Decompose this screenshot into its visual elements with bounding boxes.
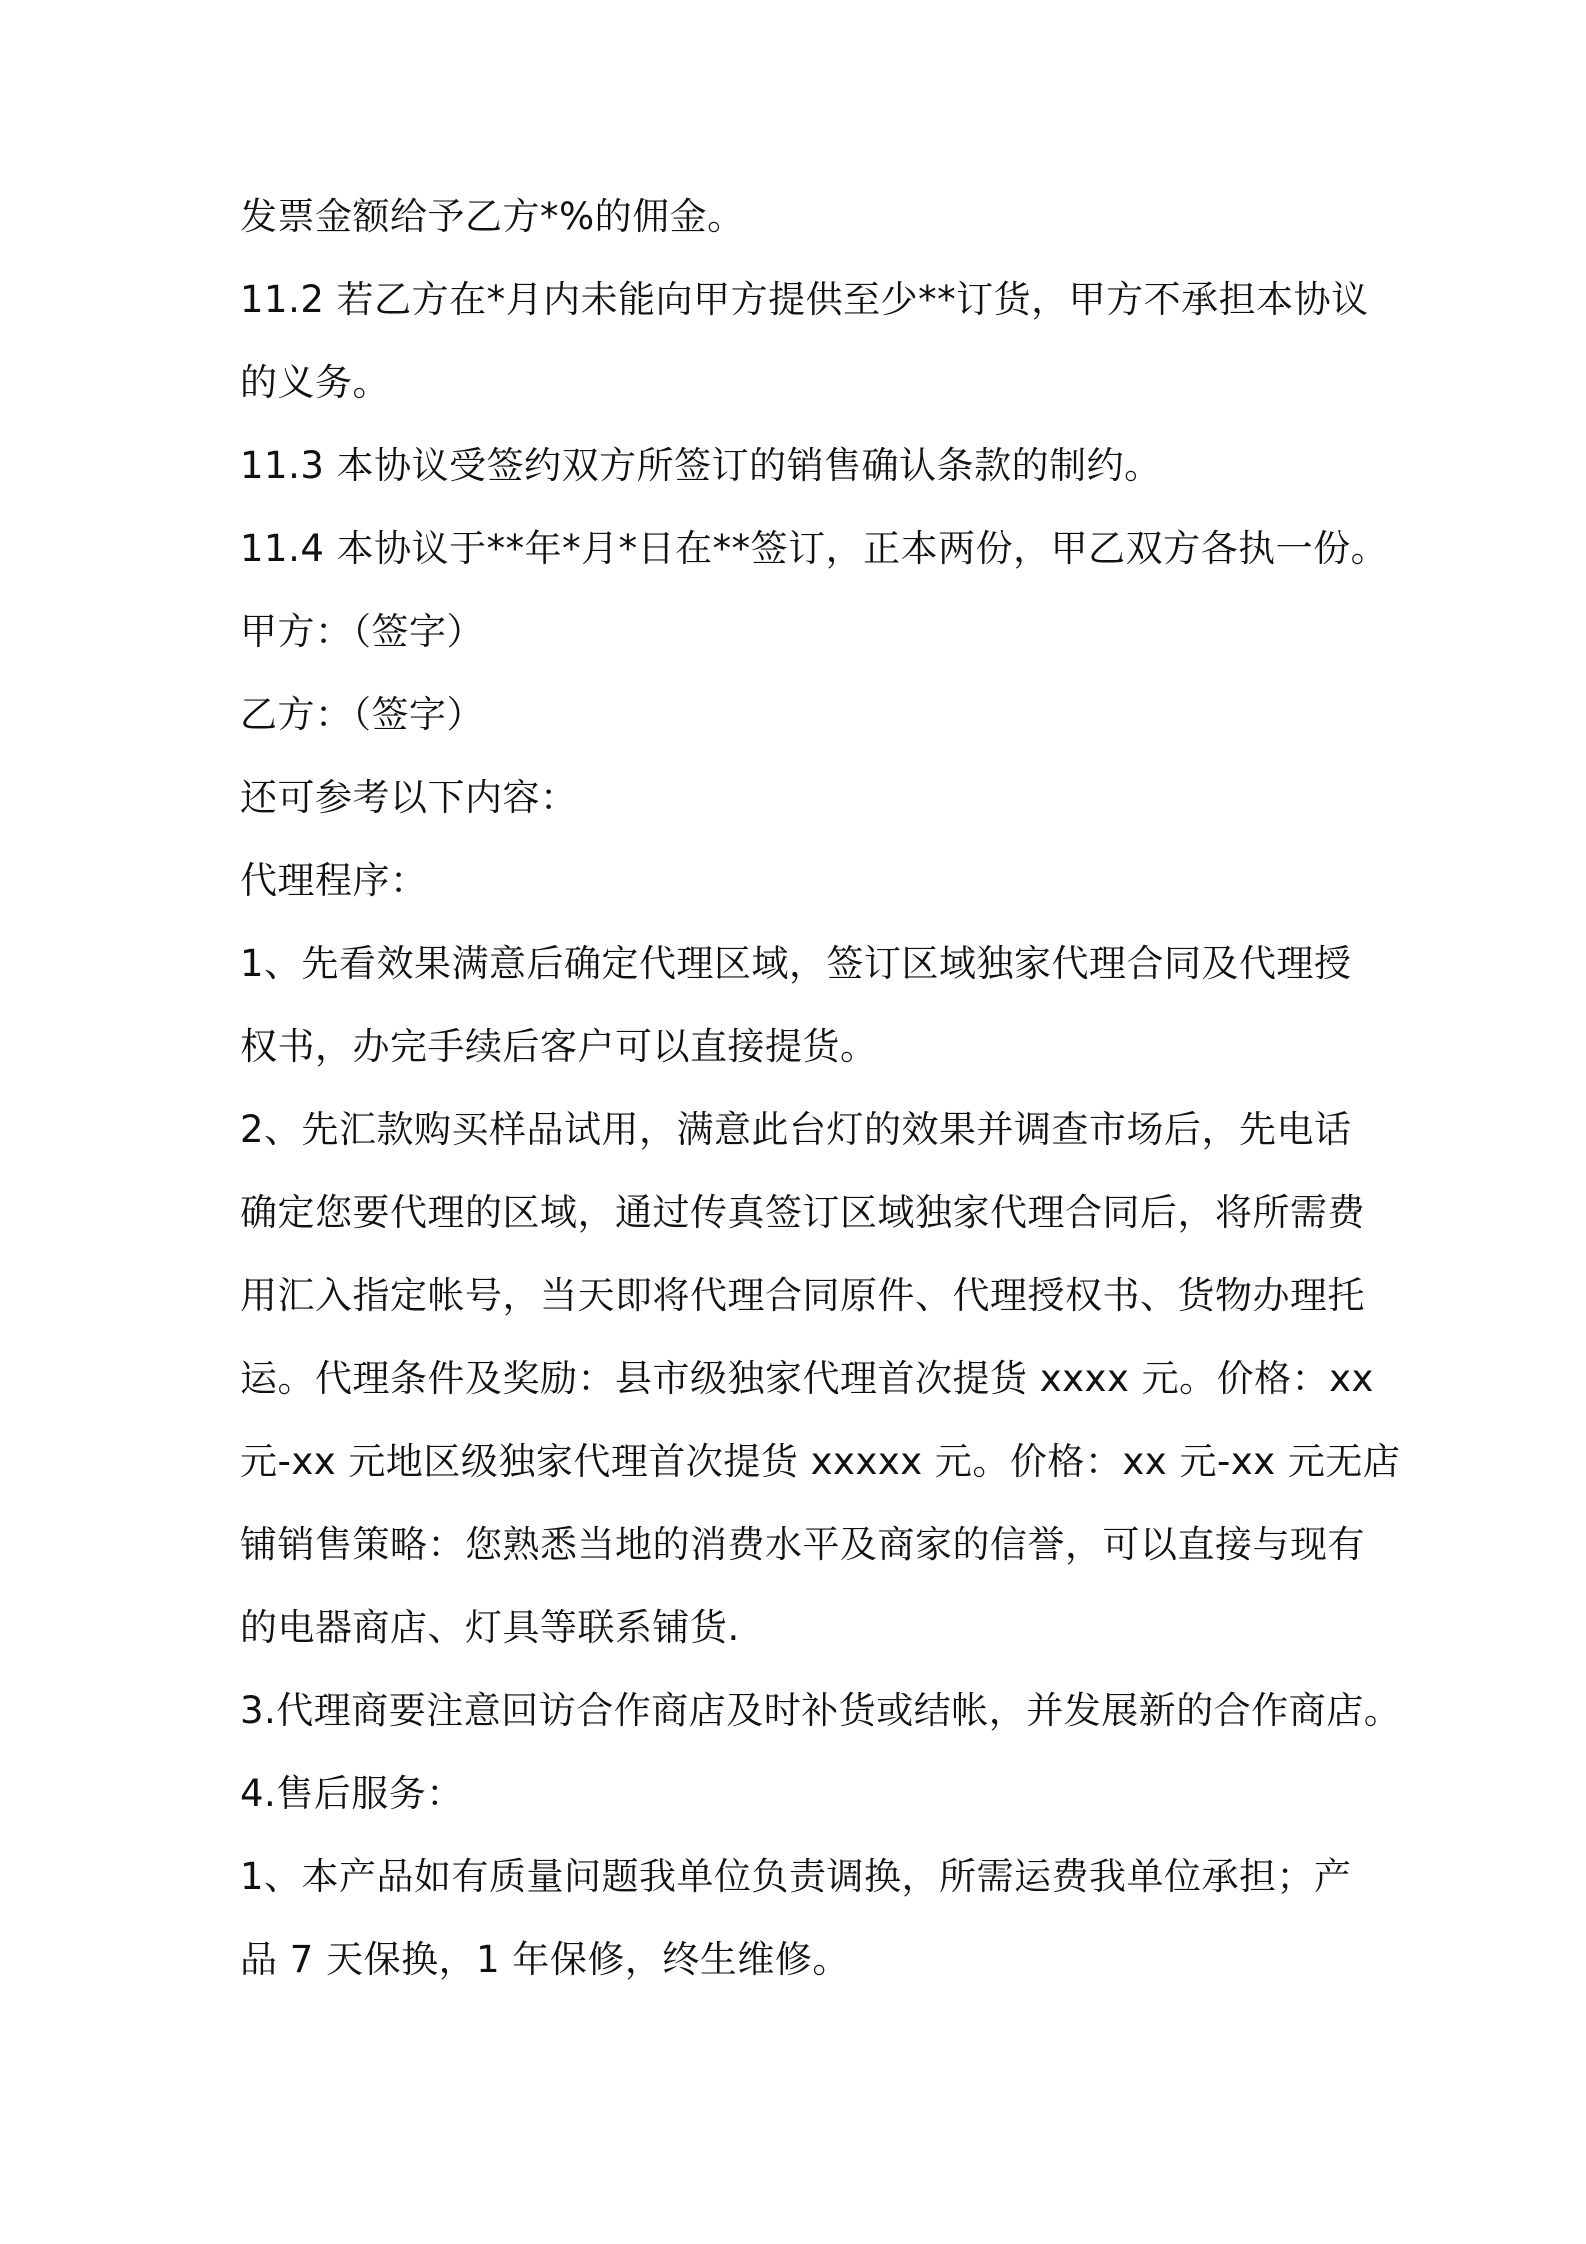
paragraph-line: 3.代理商要注意回访合作商店及时补货或结帐，并发展新的合作商店。 (240, 1689, 1402, 1732)
paragraph-line: 用汇入指定帐号，当天即将代理合同原件、代理授权书、货物办理托 (240, 1274, 1365, 1317)
paragraph-line: 11.2 若乙方在*月内未能向甲方提供至少**订货，甲方不承担本协议 (240, 278, 1369, 321)
paragraph-line: 1、先看效果满意后确定代理区域，签订区域独家代理合同及代理授 (240, 942, 1352, 985)
paragraph-line: 11.3 本协议受签约双方所签订的销售确认条款的制约。 (240, 444, 1162, 487)
signature-line-party-b: 乙方：（签字） (240, 693, 484, 736)
paragraph-line: 11.4 本协议于**年*月*日在**签订，正本两份，甲乙双方各执一份。 (240, 527, 1389, 570)
paragraph-line: 发票金额给予乙方*%的佣金。 (240, 195, 745, 238)
paragraph-line: 1、本产品如有质量问题我单位负责调换，所需运费我单位承担；产 (240, 1855, 1352, 1898)
paragraph-line: 的电器商店、灯具等联系铺货. (240, 1606, 740, 1649)
section-heading: 4.售后服务： (240, 1772, 464, 1815)
paragraph-line: 2、先汇款购买样品试用，满意此台灯的效果并调查市场后，先电话 (240, 1108, 1352, 1151)
paragraph-line: 品 7 天保换，1 年保修，终生维修。 (240, 1938, 850, 1981)
paragraph-line: 确定您要代理的区域，通过传真签订区域独家代理合同后，将所需费 (240, 1191, 1365, 1234)
signature-line-party-a: 甲方：（签字） (240, 610, 484, 653)
section-heading: 代理程序： (240, 859, 428, 902)
paragraph-line: 的义务。 (240, 361, 390, 404)
paragraph-line: 权书，办完手续后客户可以直接提货。 (240, 1025, 878, 1068)
paragraph-line: 铺销售策略：您熟悉当地的消费水平及商家的信誉，可以直接与现有 (240, 1523, 1365, 1566)
paragraph-line: 元-xx 元地区级独家代理首次提货 xxxxx 元。价格：xx 元-xx 元无店 (240, 1440, 1401, 1483)
paragraph-line: 还可参考以下内容： (240, 776, 578, 819)
paragraph-line: 运。代理条件及奖励：县市级独家代理首次提货 xxxx 元。价格：xx (240, 1357, 1374, 1400)
